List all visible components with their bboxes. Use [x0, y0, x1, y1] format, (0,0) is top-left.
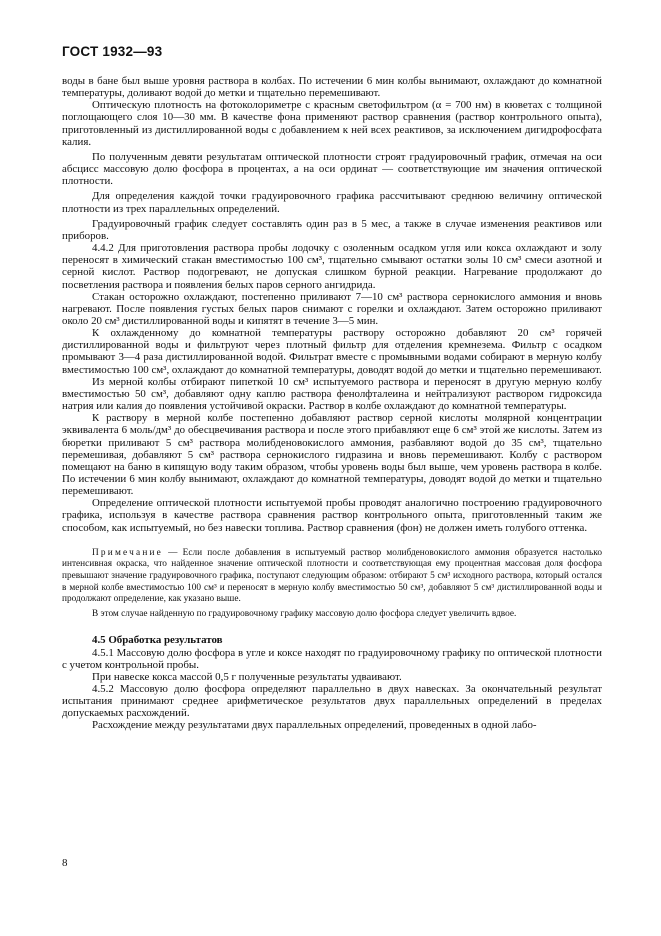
note-extra: В этом случае найденную по градуировочному графику массовую долю фосфора следует увеличить вдвое.	[92, 608, 517, 619]
note-block	[62, 548, 602, 621]
paragraph: К раствору в мерной колбе постепенно добавляют раствор серной кислоты молярной концентрации эквивалента 6 моль/дм³ до обесцвечивания раствора и после этого прибавляют еще 6 см³ этой же кислоты. Затем из бюретки приливают 5 см³ раствора молибденовокислого аммония, разбавляют водой до 35 см³, тщательно перемешивая, добавляют 5 см³ раствора сернокислого гидразина и вновь перемешивают. Колбу с раствором помещают на баню в кипящую воду таким образом, чтобы уровень воды был выше, чем уровень раствора в колбе. По истечении 6 мин колбу вынимают, охлаждают до комнатной температуры, доводят водой до метки и тщательно перемешивают.	[62, 412, 602, 498]
paragraph: Для определения каждой точки градуировочного графика рассчитывают среднюю величину оптической плотности из трех параллельных определений.	[62, 190, 602, 215]
paragraph: 4.5.2 Массовую долю фосфора определяют параллельно в двух навесках. За окончательный результат испытания принимают среднее арифметическое результатов двух параллельных определений в пределах допускаемых расхождений.	[62, 682, 602, 720]
section-results	[62, 634, 602, 731]
paragraph: По полученным девяти результатам оптической плотности строят градуировочный график, отмечая на оси абсцисс массовую долю фосфора в процентах, а на оси ординат — соответствующие им значения оптической плотности.	[62, 150, 602, 188]
page-number: 8	[62, 857, 68, 869]
paragraph: Градуировочный график следует составлять один раз в 5 мес, а также в случае изменения реактивов или приборов.	[62, 217, 602, 242]
paragraph: Определение оптической плотности испытуемой пробы проводят аналогично построению градуировочного графика, используя в качестве раствора сравнения раствор контрольного опыта, приготовленный таким же способом, как испытуемый, но без навески топлива. Раствор сравнения (фон) не должен иметь голубого оттенка.	[62, 497, 602, 534]
section-title: 4.5 Обработка результатов	[92, 634, 223, 647]
paragraph: Расхождение между результатами двух параллельных определений, проведенных в одной лабо-	[92, 719, 537, 732]
paragraph: К охлажденному до комнатной температуры раствору осторожно добавляют 20 см³ горячей дистиллированной воды и фильтруют через плотный фильтр для отделения кремнезема. Фильтр с осадком промывают 3—4 раза дистиллированной водой. Фильтрат вместе с промывными водами собирают в мерную колбу вместимостью 100 см³, охлаждают до комнатной температуры, доводят водой до метки и тщательно перемешивают.	[62, 327, 602, 376]
paragraph: При навеске кокса массой 0,5 г полученные результаты удваивают.	[92, 670, 402, 683]
paragraph: Стакан осторожно охлаждают, постепенно приливают 7—10 см³ раствора сернокислого аммония и вновь нагревают. После появления густых белых паров снимают с горелки и охлаждают. Затем осторожно приливают около 20 см³ дистиллированной воды и кипятят в течение 3—5 мин.	[62, 290, 602, 327]
paragraph: воды в бане был выше уровня раствора в колбах. По истечении 6 мин колбы вынимают, охлаждают до комнатной температуры, доливают водой до метки и тщательно перемешивают.	[62, 75, 602, 100]
document-body	[62, 75, 602, 732]
paragraph: 4.5.1 Массовую долю фосфора в угле и коксе находят по градуировочному графику по оптической плотности с учетом контрольной пробы.	[62, 646, 602, 671]
note-paragraph	[62, 548, 602, 606]
note-label: Примечание	[92, 547, 163, 558]
note-text: — Если после добавления в испытуемый раствор молибденовокислого аммония образуется настолько интенсивная окраска, что найденное значение оптической плотности и соответствующая ему процентная массовая доля фосфора превышают значение градуировочного графика, поступают следующим образом: отбирают 5 см³ исходного раствора, который остался в мерной колбе вместимостью 100 см³ и переносят в мерную колбу вместимостью 50 см³, добавляют 5 см³ дистиллированной воды и продолжают определение, как указано выше.	[62, 547, 602, 605]
paragraph: Из мерной колбы отбирают пипеткой 10 см³ испытуемого раствора и переносят в другую мерную колбу вместимостью 50 см³, добавляют одну каплю раствора фенолфталеина и нейтрализуют раствором гидроксида натрия или калия до появления устойчивой окраски. Раствор в колбе охлаждают до комнатной температуры.	[62, 375, 602, 413]
paragraph: 4.4.2 Для приготовления раствора пробы лодочку с озоленным осадком угля или кокса охлаждают и золу переносят в химический стакан вместимостью 100 см³, тщательно смывают остатки золы 10 см³ смеси азотной и серной кислот. Раствор подогревают, не допуская слишком бурной реакции. Нагревание продолжают до посветления раствора и появления белых паров серного ангидрида.	[62, 242, 602, 291]
document-header: ГОСТ 1932—93	[62, 44, 163, 59]
paragraph: Оптическую плотность на фотоколориметре с красным светофильтром (α = 700 нм) в кюветах с толщиной поглощающего слоя 10—30 мм. В качестве фона применяют раствор сравнения (раствор контрольного опыта), приготовленный из дистиллированной воды с добавлением к ней всех реактивов, за исключением дигидрофосфата калия.	[62, 99, 602, 148]
